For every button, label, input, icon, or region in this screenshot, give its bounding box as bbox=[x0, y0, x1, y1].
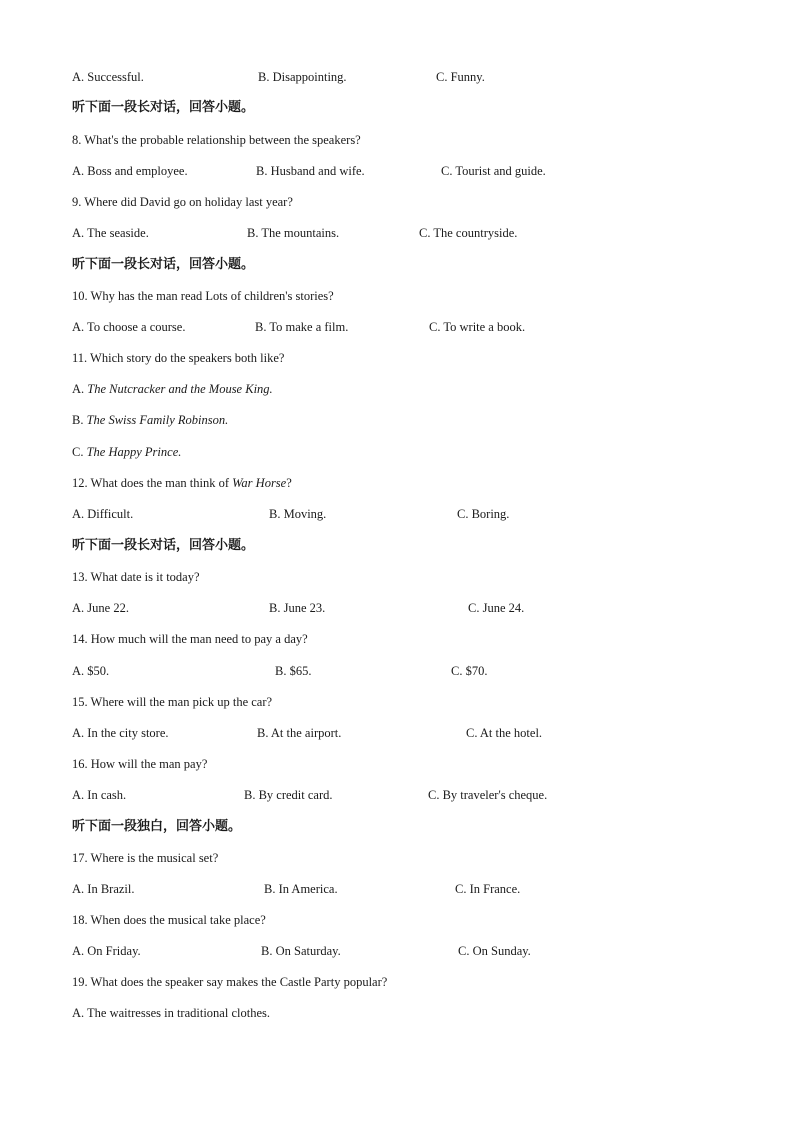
answer-option: A. $50. bbox=[72, 664, 110, 678]
answer-option: A. Successful. bbox=[72, 70, 144, 84]
answer-option: A. In cash. bbox=[72, 788, 127, 802]
question-stem: 11. Which story do the speakers both like? bbox=[72, 351, 285, 365]
question-stem: 12. What does the man think of bbox=[72, 476, 233, 490]
question-stem: 18. When does the musical take place? bbox=[72, 913, 266, 927]
line-options bbox=[0, 504, 794, 524]
question-text bbox=[72, 754, 207, 774]
answer-option: A. In Brazil. bbox=[72, 882, 135, 896]
line-question bbox=[0, 567, 794, 587]
answer-option bbox=[72, 442, 181, 462]
option-letter: A. bbox=[72, 382, 88, 396]
option-letter: C. bbox=[72, 445, 87, 459]
answer-option: B. $65. bbox=[275, 664, 312, 678]
answer-option: B. The mountains. bbox=[247, 226, 340, 240]
question-stem: 17. Where is the musical set? bbox=[72, 851, 219, 865]
answer-option bbox=[72, 410, 228, 430]
line-question bbox=[0, 130, 794, 150]
line-options bbox=[0, 785, 794, 805]
section-heading: 听下面一段长对话，回答小题。 bbox=[72, 257, 255, 272]
answer-option: B. At the airport. bbox=[257, 726, 342, 740]
answer-option: C. Funny. bbox=[436, 70, 485, 84]
answer-option: B. To make a film. bbox=[255, 320, 349, 334]
question-stem: 10. Why has the man read Lots of children's stories? bbox=[72, 289, 334, 303]
question-text bbox=[72, 848, 218, 868]
line-options bbox=[0, 161, 794, 181]
answer-option: C. In France. bbox=[455, 882, 521, 896]
question-text bbox=[72, 910, 266, 930]
question-stem: 15. Where will the man pick up the car? bbox=[72, 695, 273, 709]
question-stem: 9. Where did David go on holiday last year? bbox=[72, 195, 293, 209]
option-letter: B. bbox=[72, 413, 87, 427]
line-options bbox=[0, 223, 794, 243]
answer-option: A. On Friday. bbox=[72, 944, 141, 958]
question-stem: 16. How will the man pay? bbox=[72, 757, 208, 771]
question-text bbox=[72, 348, 284, 368]
line-options bbox=[0, 879, 794, 899]
line-section bbox=[0, 536, 794, 556]
answer-option: C. The countryside. bbox=[419, 226, 518, 240]
answer-option: A. To choose a course. bbox=[72, 320, 186, 334]
question-text bbox=[72, 473, 292, 493]
line-options bbox=[0, 67, 794, 87]
line-question bbox=[0, 972, 794, 992]
question-stem: 19. What does the speaker say makes the Castle Party popular? bbox=[72, 975, 388, 989]
answer-option: B. On Saturday. bbox=[261, 944, 341, 958]
answer-option bbox=[72, 1003, 270, 1023]
question-mark: ? bbox=[286, 476, 292, 490]
line-option bbox=[0, 1003, 794, 1023]
answer-option: C. Boring. bbox=[457, 507, 510, 521]
line-options bbox=[0, 661, 794, 681]
line-question bbox=[0, 473, 794, 493]
section-heading: 听下面一段长对话，回答小题。 bbox=[72, 538, 255, 553]
question-text bbox=[72, 629, 308, 649]
option-letter: A. The waitresses in traditional clothes. bbox=[72, 1006, 270, 1020]
question-stem: 13. What date is it today? bbox=[72, 570, 200, 584]
answer-option: B. Disappointing. bbox=[258, 70, 347, 84]
answer-option: C. Tourist and guide. bbox=[441, 164, 546, 178]
section-heading: 听下面一段独白，回答小题。 bbox=[72, 819, 242, 834]
question-text bbox=[72, 692, 272, 712]
line-question bbox=[0, 629, 794, 649]
answer-option: A. June 22. bbox=[72, 601, 129, 615]
question-text bbox=[72, 192, 293, 212]
question-text bbox=[72, 567, 200, 587]
line-section bbox=[0, 255, 794, 275]
answer-option: A. In the city store. bbox=[72, 726, 169, 740]
answer-option: B. Moving. bbox=[269, 507, 327, 521]
answer-option bbox=[72, 379, 273, 399]
answer-option: C. To write a book. bbox=[429, 320, 526, 334]
question-text bbox=[72, 286, 334, 306]
line-section bbox=[0, 817, 794, 837]
line-options bbox=[0, 723, 794, 743]
answer-option: C. On Sunday. bbox=[458, 944, 531, 958]
question-text bbox=[72, 972, 387, 992]
line-question bbox=[0, 192, 794, 212]
book-title: The Nutcracker and the Mouse King. bbox=[87, 382, 273, 396]
line-question bbox=[0, 348, 794, 368]
line-question bbox=[0, 754, 794, 774]
answer-option: B. In America. bbox=[264, 882, 338, 896]
book-title: The Happy Prince. bbox=[86, 445, 182, 459]
answer-option: B. June 23. bbox=[269, 601, 326, 615]
book-title: The Swiss Family Robinson. bbox=[86, 413, 229, 427]
line-option bbox=[0, 410, 794, 430]
line-option bbox=[0, 379, 794, 399]
book-title: War Horse bbox=[232, 476, 287, 490]
line-question bbox=[0, 848, 794, 868]
line-options bbox=[0, 941, 794, 961]
answer-option: C. By traveler's cheque. bbox=[428, 788, 548, 802]
answer-option: A. Boss and employee. bbox=[72, 164, 188, 178]
line-options bbox=[0, 317, 794, 337]
line-question bbox=[0, 910, 794, 930]
answer-option: B. By credit card. bbox=[244, 788, 333, 802]
question-stem: 8. What's the probable relationship between the speakers? bbox=[72, 133, 361, 147]
question-stem: 14. How much will the man need to pay a day? bbox=[72, 632, 308, 646]
answer-option: C. $70. bbox=[451, 664, 488, 678]
line-option bbox=[0, 442, 794, 462]
answer-option: A. The seaside. bbox=[72, 226, 149, 240]
answer-option: C. At the hotel. bbox=[466, 726, 543, 740]
section-heading: 听下面一段长对话，回答小题。 bbox=[72, 100, 255, 115]
line-section bbox=[0, 98, 794, 118]
line-question bbox=[0, 692, 794, 712]
answer-option: A. Difficult. bbox=[72, 507, 134, 521]
question-text bbox=[72, 130, 361, 150]
answer-option: C. June 24. bbox=[468, 601, 525, 615]
line-options bbox=[0, 598, 794, 618]
answer-option: B. Husband and wife. bbox=[256, 164, 365, 178]
line-question bbox=[0, 286, 794, 306]
